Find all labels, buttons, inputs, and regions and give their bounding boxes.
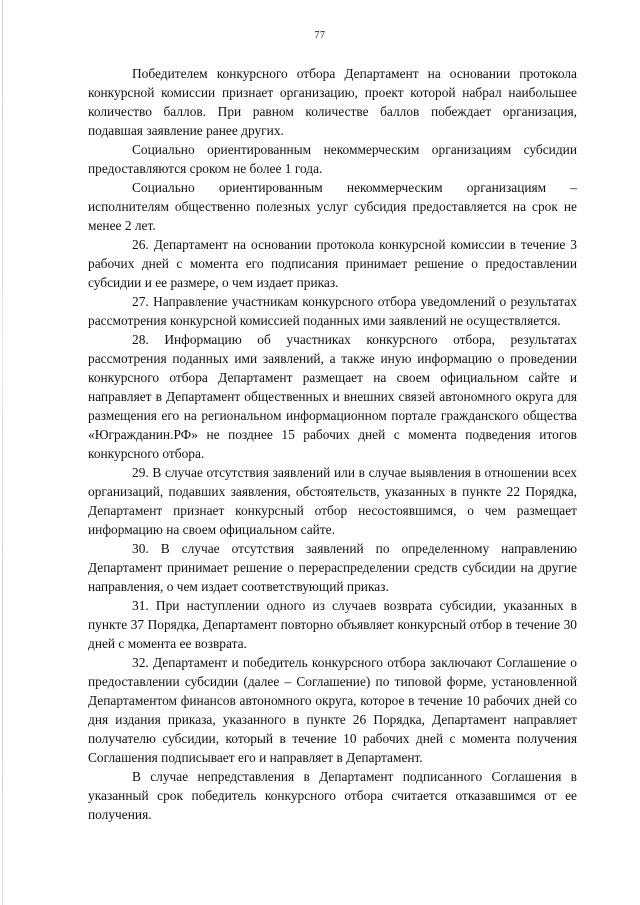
scan-edge-line — [2, 0, 3, 905]
paragraph-item-29: 29. В случае отсутствия заявлений или в случае выявления в отношении всех организаций, подавших заявления, обстоятельств, указанных в пункте 22 Порядка, Департамент признает конкурсный отбор несостоявшимся, о чем размещает информацию на своем официальном сайте. — [88, 465, 577, 537]
paragraph-item-32: 32. Департамент и победитель конкурсного отбора заключают Соглашение о предоставлении субсидии (далее – Соглашение) по типовой форме, установленной Департаментом финансов автономного округа, которое в течение 10 рабочих дней со дня издания приказа, указанного в пункте 26 Порядка, Департамент направляет получателю субсидии, который в течение 10 рабочих дней с момента получения Соглашения подписывает его и направляет в Департамент. — [88, 655, 577, 765]
page-number: 77 — [314, 30, 326, 41]
paragraph-refusal: В случае непредставления в Департамент подписанного Соглашения в указанный срок победитель конкурсного отбора считается отказавшимся от ее получения. — [88, 769, 577, 822]
paragraph-subsidy-term-sonko: Социально ориентированным некоммерческим организациям субсидии предоставляются сроком не более 1 года. — [88, 142, 577, 176]
paragraph-item-27: 27. Направление участникам конкурсного отбора уведомлений о результатах рассмотрения конкурсной комиссией поданных ими заявлений не осуществляется. — [88, 294, 577, 328]
paragraph-winner-determination: Победителем конкурсного отбора Департамент на основании протокола конкурсной комиссии признает организацию, проект которой набрал наибольшее количество баллов. При равном количестве баллов побеждает организация, подавшая заявление ранее других. — [88, 66, 577, 138]
paragraph-item-28: 28. Информацию об участниках конкурсного отбора, результатах рассмотрения поданных ими заявлений, а также иную информацию о проведении конкурсного отбора Департамент размещает на своем официальном сайте и направляет в Департамент общественных и внешних связей автономного округа для размещения его на региональном информационном портале гражданского общества «Югражданин.РФ» не позднее 15 рабочих дней с момента подведения итогов конкурсного отбора. — [88, 332, 577, 461]
paragraph-item-30: 30. В случае отсутствия заявлений по определенному направлению Департамент принимает решение о перераспределении средств субсидии на другие направления, о чем издает соответствующий приказ. — [88, 541, 577, 594]
paragraph-subsidy-term-contractors: Социально ориентированным некоммерческим организациям – исполнителям общественно полезных услуг субсидия предоставляется на срок не менее 2 лет. — [88, 180, 577, 233]
paragraph-item-26: 26. Департамент на основании протокола конкурсной комиссии в течение 3 рабочих дней с момента его подписания принимает решение о предоставлении субсидии и ее размере, о чем издает приказ. — [88, 237, 577, 290]
paragraph-item-31: 31. При наступлении одного из случаев возврата субсидии, указанных в пункте 37 Порядка, Департамент повторно объявляет конкурсный отбор в течение 30 дней с момента ее возврата. — [88, 598, 577, 651]
document-body — [88, 64, 577, 824]
